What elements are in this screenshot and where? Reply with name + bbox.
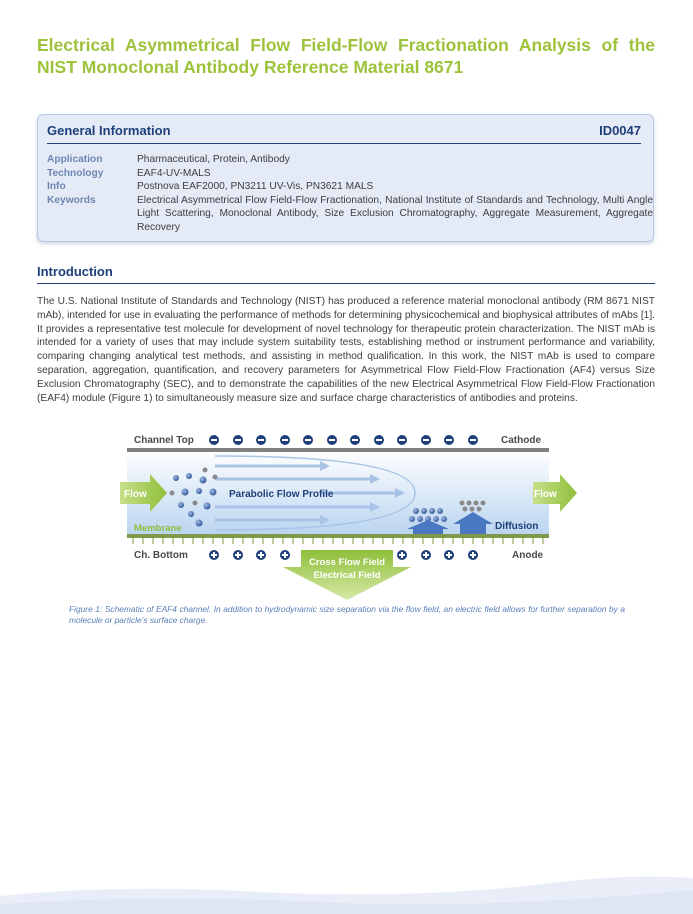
anode-label: Anode: [512, 550, 544, 561]
cross-flow-arrows: [133, 538, 543, 544]
general-information-box: [37, 114, 654, 242]
figure-caption: Figure 1: Schematic of EAF4 channel. In addition to hydrodynamic size separation via the flow field, an electric field allows for further separation by a molecule or particle’s surface charge.: [69, 604, 625, 625]
flow-out-label: Flow: [534, 489, 557, 500]
channel-bottom-wall: [127, 534, 549, 538]
parabolic-flow-label: Parabolic Flow Profile: [229, 489, 334, 500]
document-title: Electrical Asymmetrical Flow Field-Flow Fractionation Analysis of the NIST Monoclonal Antibody Reference Material 8671: [37, 35, 655, 77]
document-id: ID0047: [599, 123, 641, 138]
membrane-label: Membrane: [134, 523, 182, 534]
info-value: Pharmaceutical, Protein, Antibody: [137, 154, 290, 165]
footer-wave-decoration: [0, 870, 693, 914]
info-label: Keywords: [47, 194, 96, 206]
info-value: EAF4-UV-MALS: [137, 167, 211, 179]
channel-top-wall: [127, 448, 549, 452]
introduction-heading: Introduction: [37, 264, 655, 284]
general-information-heading: General Information: [47, 123, 171, 138]
cathode-label: Cathode: [501, 435, 541, 446]
info-label: Application: [47, 154, 103, 165]
diffusion-label: Diffusion: [495, 521, 539, 532]
channel-bottom-label: Ch. Bottom: [134, 550, 188, 561]
info-label: Technology: [47, 167, 104, 179]
eaf4-channel-schematic: [115, 430, 585, 602]
introduction-text: The U.S. National Institute of Standards and Technology (NIST) has produced a reference material monoclonal antibody (RM 8671 NIST mAb), intended for use in evaluating the performance of methods for determining physicochemical and biophysical attributes of mAbs [1]. It provides a representative test molecule for development of novel technology for therapeutic protein characterization. The NIST mAb is intended for a variety of uses that may include system suitability tests, establishing method or instrument performance and variability, comparing changing analytical test methods, and assisting in method qualification. In this work, the NIST mAb is used to compare separation, aggregation, quantification, and recovery parameters for Asymmetrical Flow Field-Flow Fractionation (AF4) versus Size Exclusion Chromatography (SEC), and to demonstrate the capabilities of the new Electrical Asymmetrical Flow Field-Flow Fractionation (EAF4) module (Figure 1) to simultaneously measure size and surface charge characteristics of antibodies and proteins.: [37, 296, 655, 404]
cross-flow-label-line1: Cross Flow Field: [308, 557, 386, 568]
cross-flow-label-line2: Electrical Field: [313, 570, 381, 581]
flow-in-label: Flow: [124, 489, 147, 500]
cathode-charges: [209, 435, 478, 445]
info-value: Electrical Asymmetrical Flow Field-Flow Fractionation, National Institute of Standards and Technology, Multi Angle Light Scattering, Monoclonal Antibody, Size Exclusion Chromatography, Aggregate Measurement, Aggregate Recovery: [137, 194, 653, 233]
general-information-header: [47, 123, 641, 144]
channel-top-label: Channel Top: [134, 435, 194, 446]
info-label: Info: [47, 181, 66, 192]
info-value: Postnova EAF2000, PN3211 UV-Vis, PN3621 MALS: [137, 181, 374, 192]
